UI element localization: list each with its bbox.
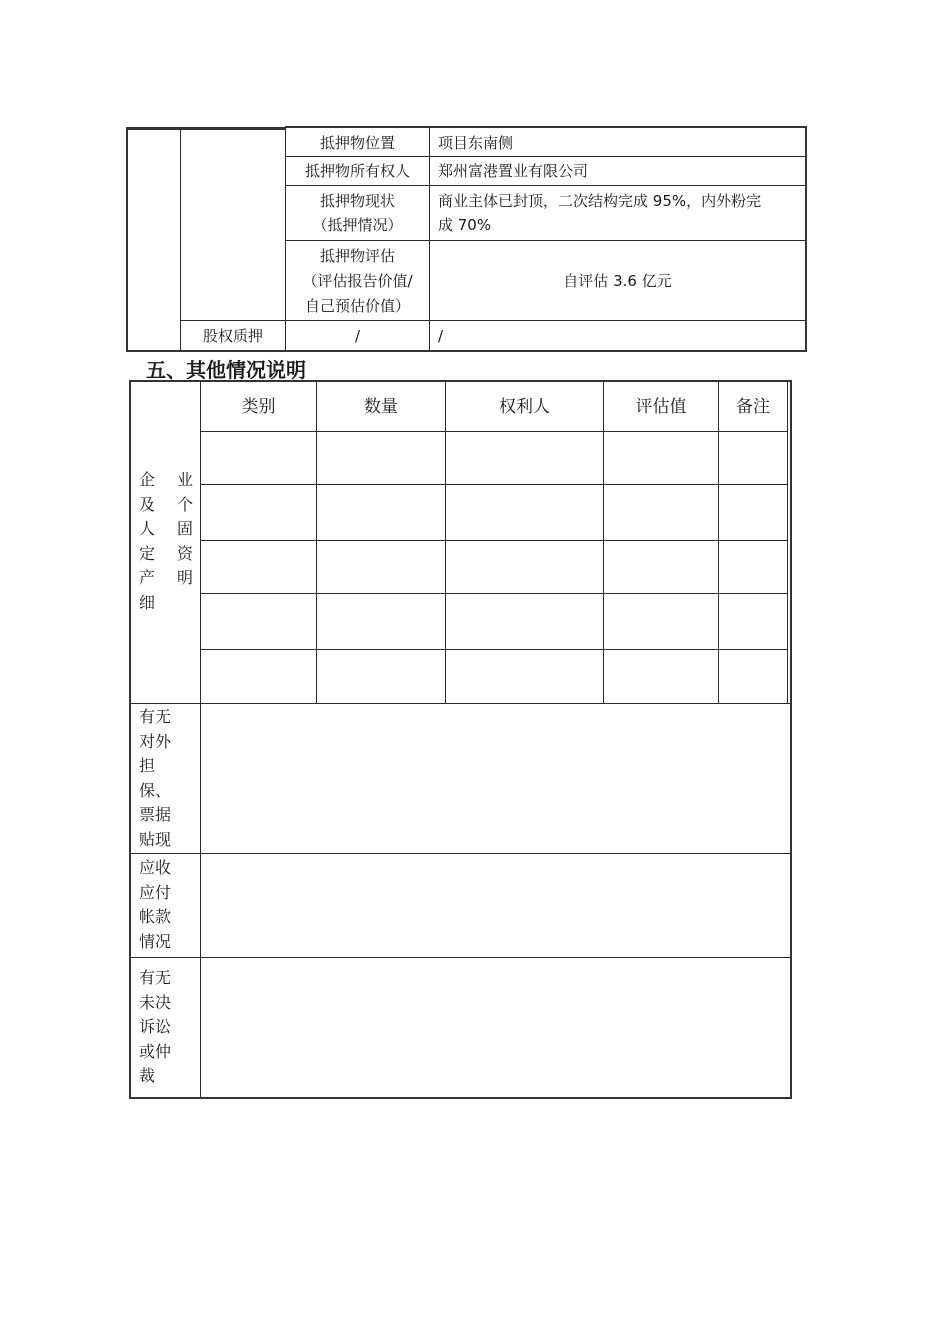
mortgage-table-top-border-right	[285, 126, 807, 128]
header-rights-holder: 权利人	[499, 396, 550, 417]
equity-pledge-label: 股权质押	[202, 326, 263, 345]
other-row-line-2	[200, 484, 788, 485]
guarantee-label-line-5: 票据	[139, 805, 172, 824]
guarantee-label-line-1: 有无	[139, 707, 172, 726]
mortgage-row-line-2	[285, 185, 805, 186]
mortgage-valuation-label	[286, 244, 429, 319]
fixed-assets-label-line-1: 企 业	[139, 470, 193, 489]
mortgage-valuation-label-line-1: 抵押物评估	[319, 247, 395, 265]
mortgage-status-value	[438, 189, 804, 239]
fixed-assets-label	[139, 468, 193, 615]
mortgage-owner-label: 抵押物所有权人	[304, 162, 410, 180]
header-valuation: 评估值	[635, 396, 687, 417]
header-quantity: 数量	[364, 396, 398, 417]
mortgage-valuation-label-line-3: 自己预估价值）	[304, 297, 410, 315]
header-remarks: 备注	[736, 396, 770, 417]
guarantee-label-line-4: 保、	[139, 780, 172, 800]
mortgage-status-label-line-2: （抵押情况）	[312, 216, 403, 234]
other-row-line-1	[200, 431, 788, 432]
guarantee-label	[139, 705, 195, 852]
other-label-col-line	[200, 382, 201, 1097]
fixed-assets-label-line-5: 产 明	[139, 568, 193, 587]
mortgage-location-value: 项目东南侧	[438, 133, 514, 152]
mortgage-valuation-label-line-2: （评估报告价值/	[302, 272, 413, 290]
mortgage-status-value-line-2: 成 70%	[438, 216, 492, 234]
fixed-assets-label-line-6: 细	[139, 592, 156, 612]
receivables-label-line-4: 情况	[139, 931, 172, 951]
section-title: 五、其他情况说明	[146, 358, 306, 382]
litigation-label-line-3: 诉讼	[139, 1017, 172, 1036]
mortgage-table-top-border	[126, 127, 285, 130]
fixed-assets-label-line-4: 定 资	[139, 543, 193, 563]
receivables-label-line-3: 帐款	[139, 907, 172, 926]
litigation-label-line-5: 裁	[139, 1066, 156, 1085]
other-section-line-1	[131, 703, 790, 704]
litigation-label-line-2: 未决	[139, 992, 172, 1012]
other-section-line-3	[131, 957, 790, 958]
fixed-assets-label-line-3: 人 固	[139, 519, 193, 538]
header-category: 类别	[241, 396, 276, 417]
other-table-frame	[129, 380, 792, 1099]
guarantee-label-line-3: 担	[139, 756, 156, 775]
other-row-line-4	[200, 593, 788, 594]
receivables-label-line-2: 应付	[139, 882, 172, 902]
mortgage-status-value-line-1: 商业主体已封顶，二次结构完成 95%，内外粉完	[438, 192, 762, 210]
guarantee-label-line-6: 贴现	[139, 829, 172, 849]
mortgage-location-label: 抵押物位置	[319, 133, 395, 152]
equity-pledge-col2: /	[438, 326, 444, 345]
litigation-label	[139, 966, 195, 1089]
litigation-label-line-1: 有无	[139, 968, 172, 987]
litigation-label-line-4: 或仲	[139, 1041, 172, 1061]
mortgage-col-line-1	[180, 130, 181, 350]
equity-pledge-col1: /	[354, 326, 361, 345]
other-section-line-2	[131, 853, 790, 854]
guarantee-label-line-2: 对外	[139, 731, 172, 751]
other-row-line-5	[200, 649, 788, 650]
other-row-line-3	[200, 540, 788, 541]
mortgage-status-label-line-1: 抵押物现状	[319, 192, 395, 210]
receivables-label	[139, 856, 195, 954]
receivables-label-line-1: 应收	[139, 858, 172, 877]
mortgage-status-label	[286, 189, 429, 239]
mortgage-valuation-value: 自评估 3.6 亿元	[563, 271, 672, 290]
mortgage-owner-value: 郑州富港置业有限公司	[438, 162, 589, 180]
fixed-assets-label-line-2: 及 个	[139, 494, 193, 514]
